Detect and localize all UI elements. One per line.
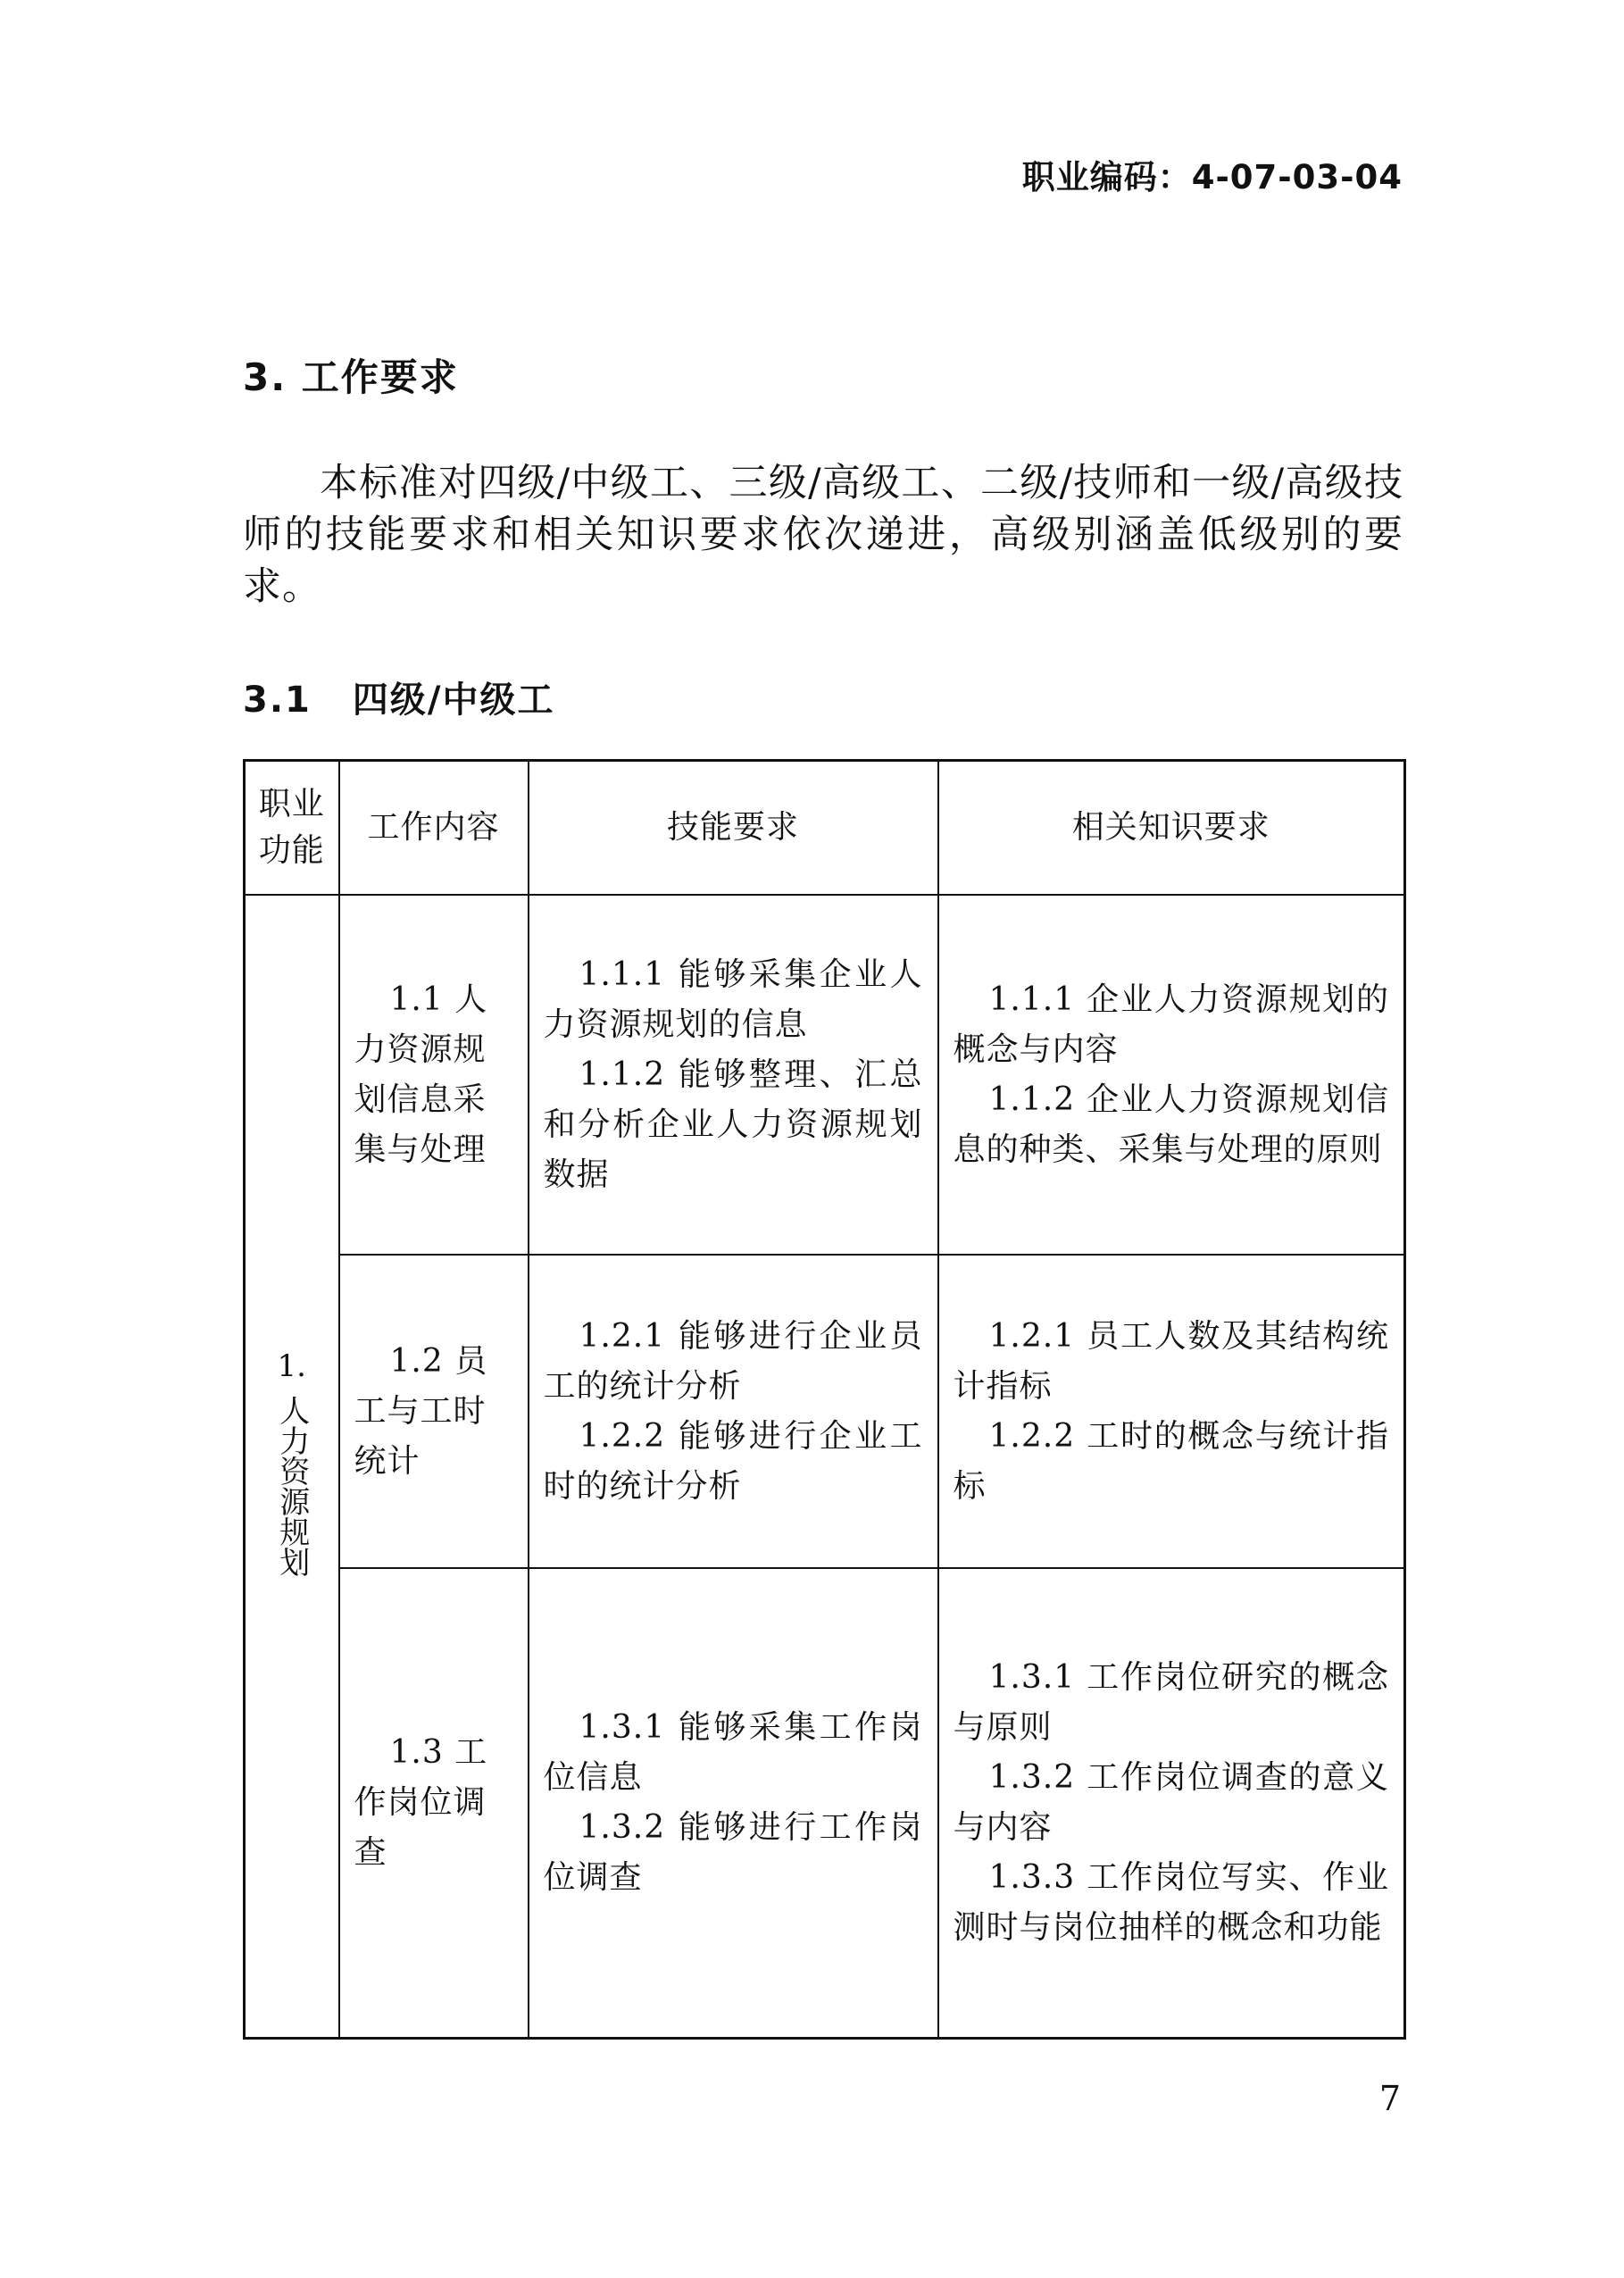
skill-item: 1.1.2 能够整理、汇总和分析企业人力资源规划数据 — [543, 1056, 923, 1193]
content-cell — [339, 1255, 529, 1568]
knowledge-item: 1.3.3 工作岗位写实、作业测时与岗位抽样的概念和功能 — [953, 1859, 1389, 1946]
skill-item: 1.2.2 能够进行企业工时的统计分析 — [543, 1417, 923, 1505]
knowledge-item: 1.1.1 企业人力资源规划的概念与内容 — [953, 980, 1389, 1068]
knowledge-cell — [938, 895, 1405, 1255]
subsection-title: 四级/中级工 — [352, 680, 555, 721]
subsection-number: 3.1 — [243, 680, 312, 721]
skills-cell — [529, 1568, 938, 2039]
knowledge-item: 1.1.2 企业人力资源规划信息的种类、采集与处理的原则 — [953, 1081, 1389, 1168]
header-knowledge: 相关知识要求 — [938, 761, 1405, 896]
content-text: 1.3 工作岗位调查 — [354, 1734, 488, 1871]
content-cell — [339, 895, 529, 1255]
content-cell — [339, 1568, 529, 2039]
skill-item: 1.1.1 能够采集企业人力资源规划的信息 — [543, 955, 923, 1043]
table-row — [245, 895, 1405, 1255]
skills-cell — [529, 1255, 938, 1568]
knowledge-item: 1.2.2 工时的概念与统计指标 — [953, 1417, 1389, 1505]
skill-item: 1.3.2 能够进行工作岗位调查 — [543, 1809, 923, 1896]
skills-cell — [529, 895, 938, 1255]
knowledge-item: 1.3.1 工作岗位研究的概念与原则 — [953, 1659, 1389, 1746]
occupation-code: 职业编码：4-07-03-04 — [1021, 158, 1403, 196]
requirements-table — [243, 759, 1406, 2040]
skill-item: 1.3.1 能够采集工作岗位信息 — [543, 1709, 923, 1796]
section-title: 3. 工作要求 — [243, 355, 459, 399]
function-number: 1. — [277, 1348, 306, 1384]
header-skills: 技能要求 — [529, 761, 938, 896]
knowledge-item: 1.2.1 员工人数及其结构统计指标 — [953, 1317, 1389, 1405]
knowledge-cell — [938, 1255, 1405, 1568]
table-row — [245, 1255, 1405, 1568]
page-number: 7 — [1378, 2079, 1401, 2118]
content-text: 1.2 员工与工时统计 — [354, 1342, 488, 1480]
function-cell — [245, 895, 339, 2039]
subsection-heading — [243, 672, 554, 722]
knowledge-cell — [938, 1568, 1405, 2039]
function-name: 人力资源规划 — [273, 1394, 310, 1577]
knowledge-item: 1.3.2 工作岗位调查的意义与内容 — [953, 1759, 1389, 1846]
skill-item: 1.2.1 能够进行企业员工的统计分析 — [543, 1317, 923, 1405]
table-header-row — [245, 761, 1405, 896]
content-text: 1.1 人力资源规划信息采集与处理 — [354, 980, 488, 1168]
header-function: 职业功能 — [245, 761, 339, 896]
intro-paragraph: 本标准对四级/中级工、三级/高级工、二级/技师和一级/高级技师的技能要求和相关知识要求依次递进，高级别涵盖低级别的要求。 — [243, 461, 1403, 609]
table-row — [245, 1568, 1405, 2039]
header-content: 工作内容 — [339, 761, 529, 896]
